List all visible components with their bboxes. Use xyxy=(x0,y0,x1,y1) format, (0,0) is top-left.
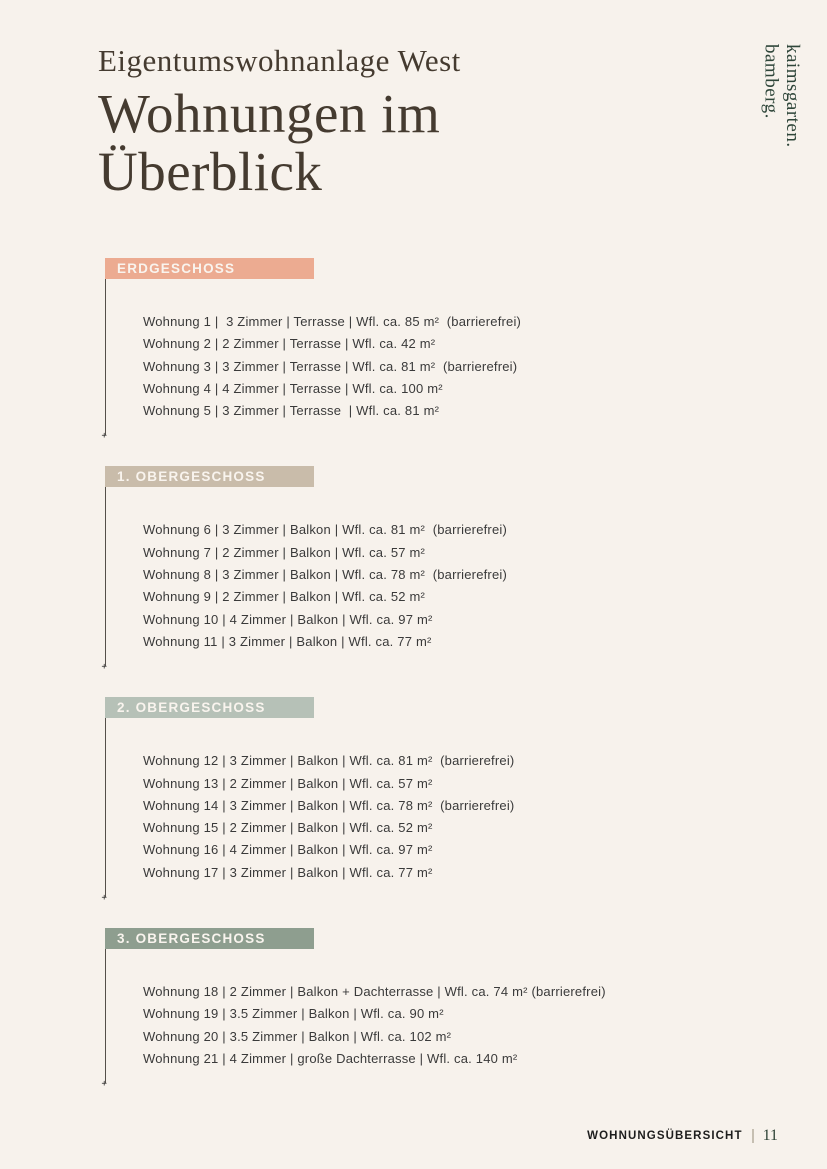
apartment-row: Wohnung 8 | 3 Zimmer | Balkon | Wfl. ca. 78 m² (barrierefrei) xyxy=(143,567,508,583)
apartment-row: Wohnung 2 | 2 Zimmer | Terrasse | Wfl. ca. 42 m² xyxy=(143,336,436,352)
floor-section xyxy=(101,466,765,673)
apartment-list xyxy=(105,279,765,422)
apartment-row: Wohnung 5 | 3 Zimmer | Terrasse | Wfl. ca. 81 m² xyxy=(143,403,440,419)
apartment-list xyxy=(105,718,765,884)
floor-header-bar xyxy=(105,258,314,279)
project-subtitle: Eigentumswohnanlage West xyxy=(98,43,461,78)
section-connector-line xyxy=(101,487,107,673)
brand-name: kaimsgarten. xyxy=(782,44,803,148)
floor-sections-list xyxy=(101,258,765,1114)
floor-label: 2. OBERGESCHOSS xyxy=(117,700,266,716)
apartment-row: Wohnung 7 | 2 Zimmer | Balkon | Wfl. ca. 57 m² xyxy=(143,544,426,560)
apartment-row: Wohnung 10 | 4 Zimmer | Balkon | Wfl. ca. 97 m² xyxy=(143,611,433,627)
floor-label: ERDGESCHOSS xyxy=(117,261,236,276)
apartment-row: Wohnung 6 | 3 Zimmer | Balkon | Wfl. ca. 81 m² (barrierefrei) xyxy=(143,522,508,538)
apartment-row: Wohnung 18 | 2 Zimmer | Balkon + Dachterrasse | Wfl. ca. 74 m² (barrierefrei) xyxy=(143,984,606,1000)
page-number: 11 xyxy=(762,1127,778,1144)
apartment-row: Wohnung 17 | 3 Zimmer | Balkon | Wfl. ca. 77 m² xyxy=(143,864,433,880)
apartment-row: Wohnung 3 | 3 Zimmer | Terrasse | Wfl. ca. 81 m² (barrierefrei) xyxy=(143,358,518,374)
floor-section xyxy=(101,258,765,442)
apartment-row: Wohnung 20 | 3.5 Zimmer | Balkon | Wfl. ca. 102 m² xyxy=(143,1028,452,1044)
line-end-marker-icon: + xyxy=(101,431,107,442)
floor-header-bar xyxy=(105,466,314,487)
brand-city: bamberg. xyxy=(760,44,782,119)
apartment-row: Wohnung 11 | 3 Zimmer | Balkon | Wfl. ca. 77 m² xyxy=(143,633,432,649)
line-end-marker-icon: + xyxy=(101,893,107,904)
page-title-line1: Wohnungen im xyxy=(98,83,441,145)
brand-logo xyxy=(760,44,803,148)
footer-divider xyxy=(752,1129,754,1143)
apartment-list xyxy=(105,949,765,1070)
floor-label: 3. OBERGESCHOSS xyxy=(117,931,266,947)
floor-label: 1. OBERGESCHOSS xyxy=(117,469,266,485)
apartment-row: Wohnung 19 | 3.5 Zimmer | Balkon | Wfl. ca. 90 m² xyxy=(143,1006,444,1022)
floor-header-bar xyxy=(105,928,314,949)
apartment-row: Wohnung 12 | 3 Zimmer | Balkon | Wfl. ca. 81 m² (barrierefrei) xyxy=(143,753,515,769)
line-end-marker-icon: + xyxy=(101,1079,107,1090)
apartment-row: Wohnung 13 | 2 Zimmer | Balkon | Wfl. ca. 57 m² xyxy=(143,775,433,791)
line-end-marker-icon: + xyxy=(101,662,107,673)
apartment-row: Wohnung 9 | 2 Zimmer | Balkon | Wfl. ca. 52 m² xyxy=(143,589,426,605)
floor-header-bar xyxy=(105,697,314,718)
floor-section xyxy=(101,928,765,1090)
page-footer xyxy=(587,1127,778,1145)
section-connector-line xyxy=(101,718,107,904)
section-connector-line xyxy=(101,279,107,442)
footer-label: WOHNUNGSÜBERSICHT xyxy=(587,1130,743,1142)
apartment-row: Wohnung 1 | 3 Zimmer | Terrasse | Wfl. ca. 85 m² (barrierefrei) xyxy=(143,314,522,329)
apartment-row: Wohnung 4 | 4 Zimmer | Terrasse | Wfl. ca. 100 m² xyxy=(143,380,443,396)
section-connector-line xyxy=(101,949,107,1090)
page-title-line2: Überblick xyxy=(98,141,323,203)
apartment-row: Wohnung 15 | 2 Zimmer | Balkon | Wfl. ca. 52 m² xyxy=(143,820,433,836)
apartment-list xyxy=(105,487,765,653)
title-block xyxy=(98,44,461,202)
page-title xyxy=(98,85,461,202)
apartment-row: Wohnung 16 | 4 Zimmer | Balkon | Wfl. ca. 97 m² xyxy=(143,842,433,858)
apartment-row: Wohnung 21 | 4 Zimmer | große Dachterrasse | Wfl. ca. 140 m² xyxy=(143,1050,518,1066)
apartment-row: Wohnung 14 | 3 Zimmer | Balkon | Wfl. ca. 78 m² (barrierefrei) xyxy=(143,797,515,813)
floor-section xyxy=(101,697,765,904)
